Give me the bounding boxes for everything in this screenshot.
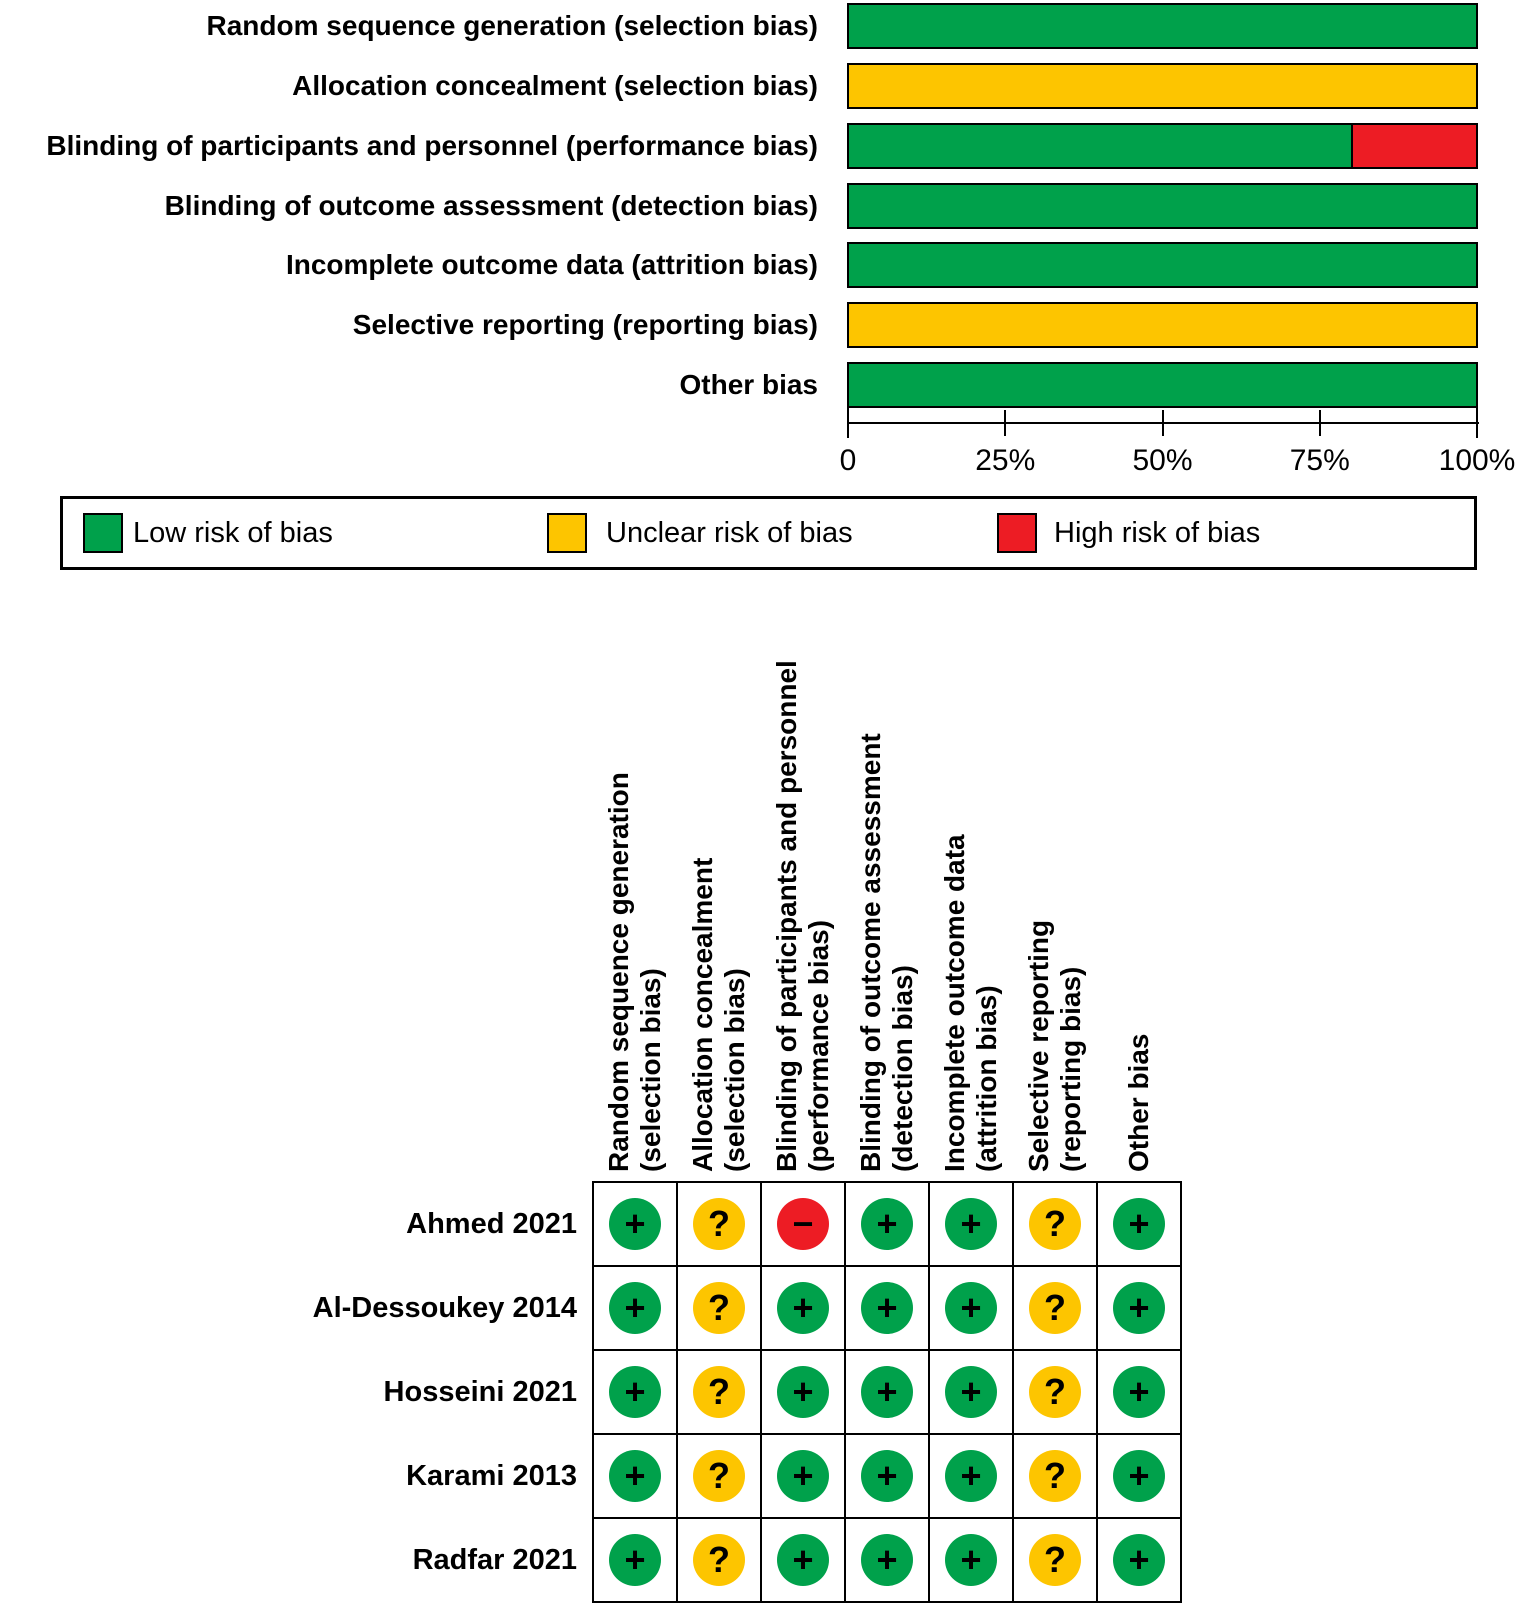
bar-row-label: Blinding of participants and personnel (performance bias) (46, 130, 818, 161)
legend-label: Low risk of bias (133, 517, 333, 549)
judgement-low-risk-icon: + (861, 1366, 913, 1418)
column-header (855, 733, 919, 1172)
bar-row-label: Other bias (679, 369, 818, 400)
axis-tick-label: 0 (839, 444, 857, 477)
judgement-cell (678, 1519, 760, 1601)
study-label: Radfar 2021 (412, 1544, 577, 1576)
judgement-cell (846, 1267, 928, 1349)
study-label: Al-Dessoukey 2014 (312, 1292, 577, 1324)
bar-segment-low-risk (849, 5, 1476, 47)
judgement-low-risk-icon: + (609, 1366, 661, 1418)
judgement-low-risk-icon: + (777, 1450, 829, 1502)
axis-tick-label: 75% (1289, 444, 1350, 477)
judgement-cell (762, 1519, 844, 1601)
judgement-unclear-risk-icon: ? (1029, 1282, 1081, 1334)
legend-swatch-low-risk (83, 513, 123, 553)
legend-label: High risk of bias (1054, 517, 1261, 549)
judgement-cell (762, 1183, 844, 1265)
judgement-cell (930, 1183, 1012, 1265)
study-label: Karami 2013 (406, 1460, 577, 1492)
judgement-unclear-risk-icon: ? (693, 1198, 745, 1250)
judgement-low-risk-icon: + (861, 1198, 913, 1250)
judgement-low-risk-icon: + (861, 1534, 913, 1586)
study-label: Ahmed 2021 (406, 1208, 577, 1240)
judgement-low-risk-icon: + (1113, 1282, 1165, 1334)
axis-tick-mark (1004, 410, 1006, 436)
column-header-line: Other bias (1123, 1033, 1154, 1172)
column-header (603, 772, 667, 1172)
judgement-low-risk-icon: + (861, 1450, 913, 1502)
judgement-low-risk-icon: + (945, 1534, 997, 1586)
judgement-cell (930, 1267, 1012, 1349)
bar-row-label: Allocation concealment (selection bias) (292, 70, 818, 101)
judgement-low-risk-icon: + (945, 1282, 997, 1334)
bar-segment-low-risk (849, 364, 1476, 406)
judgement-cell (930, 1519, 1012, 1601)
judgement-unclear-risk-icon: ? (1029, 1198, 1081, 1250)
bias-bar (847, 3, 1478, 49)
judgement-cell (678, 1435, 760, 1517)
judgement-cell (594, 1351, 676, 1433)
judgement-unclear-risk-icon: ? (1029, 1534, 1081, 1586)
column-header (1023, 920, 1087, 1172)
judgement-cell (846, 1351, 928, 1433)
axis-tick-label: 100% (1438, 444, 1516, 477)
bar-row-label: Blinding of outcome assessment (detection bias) (164, 190, 818, 221)
column-header-line: Incomplete outcome data (939, 834, 970, 1172)
judgement-low-risk-icon: + (777, 1534, 829, 1586)
judgement-high-risk-icon: − (777, 1198, 829, 1250)
axis-tick-label: 50% (1132, 444, 1193, 477)
column-header-line: (selection bias) (635, 968, 666, 1172)
judgement-low-risk-icon: + (945, 1198, 997, 1250)
bar-segment-low-risk (849, 125, 1351, 167)
judgement-low-risk-icon: + (777, 1366, 829, 1418)
bias-bar (847, 63, 1478, 109)
judgement-cell (594, 1267, 676, 1349)
axis-tick-mark (847, 408, 849, 438)
column-header-line: (attrition bias) (971, 985, 1002, 1172)
study-label: Hosseini 2021 (383, 1376, 577, 1408)
judgement-cell (678, 1351, 760, 1433)
judgement-low-risk-icon: + (609, 1198, 661, 1250)
column-header-line: Selective reporting (1023, 919, 1054, 1172)
judgement-cell (762, 1435, 844, 1517)
judgement-cell (846, 1183, 928, 1265)
bias-bar (847, 302, 1478, 348)
bias-bar (847, 362, 1478, 408)
judgement-cell (1098, 1351, 1180, 1433)
judgement-cell (1098, 1267, 1180, 1349)
bar-segment-unclear-risk (849, 304, 1476, 346)
column-header-line: Random sequence generation (603, 772, 634, 1172)
axis-tick-mark (1162, 410, 1164, 436)
summary-table-grid (592, 1181, 1182, 1603)
judgement-cell (594, 1435, 676, 1517)
judgement-cell (1014, 1519, 1096, 1601)
bar-segment-unclear-risk (849, 65, 1476, 107)
judgement-low-risk-icon: + (1113, 1450, 1165, 1502)
legend-label: Unclear risk of bias (606, 517, 853, 549)
judgement-cell (1098, 1183, 1180, 1265)
column-header (1123, 1034, 1155, 1172)
judgement-unclear-risk-icon: ? (693, 1366, 745, 1418)
judgement-low-risk-icon: + (1113, 1534, 1165, 1586)
judgement-cell (594, 1183, 676, 1265)
judgement-low-risk-icon: + (609, 1534, 661, 1586)
judgement-low-risk-icon: + (609, 1282, 661, 1334)
judgement-cell (1014, 1267, 1096, 1349)
judgement-low-risk-icon: + (609, 1450, 661, 1502)
judgement-unclear-risk-icon: ? (1029, 1450, 1081, 1502)
judgement-cell (846, 1435, 928, 1517)
judgement-unclear-risk-icon: ? (693, 1282, 745, 1334)
axis-tick-mark (1476, 408, 1478, 438)
judgement-low-risk-icon: + (861, 1282, 913, 1334)
axis-tick-label: 25% (975, 444, 1036, 477)
bar-segment-low-risk (849, 244, 1476, 286)
legend-swatch-high-risk (997, 513, 1037, 553)
judgement-cell (1014, 1351, 1096, 1433)
column-header-line: Blinding of outcome assessment (855, 733, 886, 1172)
bar-row-label: Random sequence generation (selection bias) (206, 10, 818, 41)
judgement-unclear-risk-icon: ? (693, 1534, 745, 1586)
judgement-cell (1098, 1519, 1180, 1601)
judgement-cell (678, 1183, 760, 1265)
judgement-low-risk-icon: + (1113, 1198, 1165, 1250)
column-header (939, 834, 1003, 1172)
bar-segment-low-risk (849, 185, 1476, 227)
column-header-line: (selection bias) (719, 968, 750, 1172)
judgement-cell (1014, 1183, 1096, 1265)
legend-swatch-unclear-risk (547, 513, 587, 553)
judgement-cell (678, 1267, 760, 1349)
column-header-line: (detection bias) (887, 965, 918, 1172)
judgement-low-risk-icon: + (945, 1366, 997, 1418)
judgement-low-risk-icon: + (1113, 1366, 1165, 1418)
judgement-unclear-risk-icon: ? (693, 1450, 745, 1502)
bar-segment-high-risk (1351, 125, 1476, 167)
column-header-line: Blinding of participants and personnel (771, 660, 802, 1172)
judgement-cell (594, 1519, 676, 1601)
column-header-line: Allocation concealment (687, 857, 718, 1172)
axis-tick-mark (1319, 410, 1321, 436)
bias-bar (847, 183, 1478, 229)
column-header-line: (performance bias) (803, 919, 834, 1172)
judgement-cell (1098, 1435, 1180, 1517)
judgement-low-risk-icon: + (777, 1282, 829, 1334)
column-header (687, 858, 751, 1172)
bar-row-label: Incomplete outcome data (attrition bias) (285, 249, 818, 280)
judgement-cell (930, 1351, 1012, 1433)
judgement-cell (930, 1435, 1012, 1517)
bias-bar (847, 242, 1478, 288)
judgement-unclear-risk-icon: ? (1029, 1366, 1081, 1418)
judgement-low-risk-icon: + (945, 1450, 997, 1502)
column-header (771, 660, 835, 1172)
bar-row-label: Selective reporting (reporting bias) (352, 309, 818, 340)
judgement-cell (1014, 1435, 1096, 1517)
bias-bar (847, 123, 1478, 169)
judgement-cell (762, 1267, 844, 1349)
judgement-cell (846, 1519, 928, 1601)
column-header-line: (reporting bias) (1055, 966, 1086, 1172)
judgement-cell (762, 1351, 844, 1433)
